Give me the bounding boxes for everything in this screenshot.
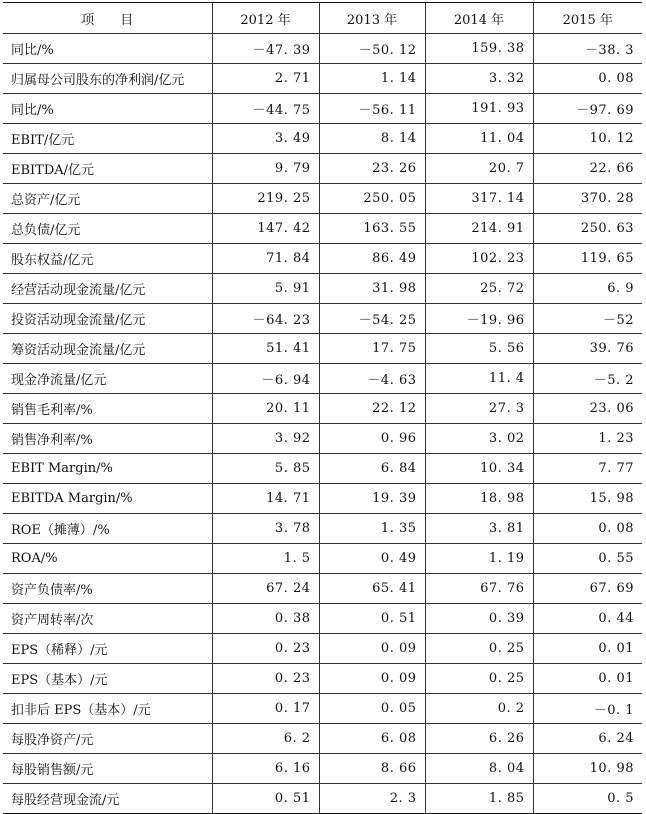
value-cell: 15. 98	[533, 484, 642, 514]
value-cell: 8. 14	[319, 124, 425, 154]
row-label-cell: EBITDA Margin/%	[3, 484, 212, 514]
row-label-cell: 现金净流量/亿元	[3, 364, 212, 394]
value-cell: 0. 2	[425, 694, 533, 724]
row-label-cell: 归属母公司股东的净利润/亿元	[3, 64, 212, 94]
value-cell: 159. 38	[425, 34, 533, 64]
value-cell: 0. 01	[533, 634, 642, 664]
row-label-cell: EPS（稀释）/元	[3, 634, 212, 664]
value-cell: 0. 49	[319, 544, 425, 574]
value-cell: 102. 23	[425, 244, 533, 274]
row-label-cell: 经营活动现金流量/亿元	[3, 274, 212, 304]
value-cell: 6. 26	[425, 724, 533, 754]
value-cell: 317. 14	[425, 184, 533, 214]
value-cell: －4. 63	[319, 364, 425, 394]
value-cell: 5. 85	[212, 454, 319, 484]
value-cell: 19. 39	[319, 484, 425, 514]
value-cell: 370. 28	[533, 184, 642, 214]
table-row	[3, 94, 642, 124]
value-cell: 31. 98	[319, 274, 425, 304]
value-cell: 86. 49	[319, 244, 425, 274]
row-label-cell: 筹资活动现金流量/亿元	[3, 334, 212, 364]
value-cell: 23. 06	[533, 394, 642, 424]
table-row	[3, 364, 642, 394]
table-row	[3, 754, 642, 784]
value-cell: 3. 78	[212, 514, 319, 544]
table-row	[3, 184, 642, 214]
value-cell: 18. 98	[425, 484, 533, 514]
value-cell: 1. 5	[212, 544, 319, 574]
value-cell: 6. 2	[212, 724, 319, 754]
value-cell: 8. 04	[425, 754, 533, 784]
row-label-cell: 同比/%	[3, 34, 212, 64]
header-year-2014: 2014 年	[425, 3, 533, 34]
value-cell: 20. 11	[212, 394, 319, 424]
row-label-cell: 股东权益/亿元	[3, 244, 212, 274]
header-row	[3, 3, 642, 34]
value-cell: 22. 66	[533, 154, 642, 184]
table-row	[3, 784, 642, 814]
value-cell: －56. 11	[319, 94, 425, 124]
row-label-cell: 每股经营现金流/元	[3, 784, 212, 814]
table-row	[3, 544, 642, 574]
value-cell: 0. 38	[212, 604, 319, 634]
value-cell: 0. 39	[425, 604, 533, 634]
row-label-cell: 扣非后 EPS（基本）/元	[3, 694, 212, 724]
value-cell: 10. 34	[425, 454, 533, 484]
value-cell: 8. 66	[319, 754, 425, 784]
table-row	[3, 214, 642, 244]
value-cell: 5. 56	[425, 334, 533, 364]
financial-table-container	[3, 2, 642, 814]
value-cell: 1. 23	[533, 424, 642, 454]
value-cell: 3. 32	[425, 64, 533, 94]
value-cell: 6. 24	[533, 724, 642, 754]
table-row	[3, 724, 642, 754]
row-label-cell: ROA/%	[3, 544, 212, 574]
value-cell: 67. 69	[533, 574, 642, 604]
row-label-cell: 总负债/亿元	[3, 214, 212, 244]
value-cell: 6. 08	[319, 724, 425, 754]
table-row	[3, 484, 642, 514]
value-cell: 0. 01	[533, 664, 642, 694]
value-cell: 23. 26	[319, 154, 425, 184]
value-cell: 11. 04	[425, 124, 533, 154]
value-cell: 11. 4	[425, 364, 533, 394]
value-cell: 1. 19	[425, 544, 533, 574]
value-cell: 27. 3	[425, 394, 533, 424]
value-cell: 0. 05	[319, 694, 425, 724]
table-row	[3, 304, 642, 334]
value-cell: －0. 1	[533, 694, 642, 724]
value-cell: －19. 96	[425, 304, 533, 334]
financial-indicators-table	[3, 2, 642, 814]
value-cell: 39. 76	[533, 334, 642, 364]
value-cell: 3. 49	[212, 124, 319, 154]
value-cell: 3. 92	[212, 424, 319, 454]
value-cell: 25. 72	[425, 274, 533, 304]
value-cell: 65. 41	[319, 574, 425, 604]
value-cell: 10. 98	[533, 754, 642, 784]
value-cell: 219. 25	[212, 184, 319, 214]
value-cell: 51. 41	[212, 334, 319, 364]
value-cell: 22. 12	[319, 394, 425, 424]
row-label-cell: 销售毛利率/%	[3, 394, 212, 424]
table-row	[3, 154, 642, 184]
header-year-2015: 2015 年	[533, 3, 642, 34]
value-cell: 6. 16	[212, 754, 319, 784]
table-body	[3, 34, 642, 814]
value-cell: 10. 12	[533, 124, 642, 154]
value-cell: －5. 2	[533, 364, 642, 394]
table-row	[3, 604, 642, 634]
table-row	[3, 274, 642, 304]
value-cell: 0. 08	[533, 64, 642, 94]
value-cell: 1. 14	[319, 64, 425, 94]
row-label-cell: 投资活动现金流量/亿元	[3, 304, 212, 334]
value-cell: 0. 25	[425, 664, 533, 694]
row-label-cell: EBIT/亿元	[3, 124, 212, 154]
value-cell: 0. 51	[212, 784, 319, 814]
value-cell: 1. 85	[425, 784, 533, 814]
value-cell: 0. 44	[533, 604, 642, 634]
row-label-cell: 资产周转率/次	[3, 604, 212, 634]
table-row	[3, 664, 642, 694]
table-row	[3, 634, 642, 664]
value-cell: 119. 65	[533, 244, 642, 274]
value-cell: 0. 09	[319, 634, 425, 664]
table-row	[3, 694, 642, 724]
value-cell: 0. 09	[319, 664, 425, 694]
value-cell: 0. 23	[212, 664, 319, 694]
table-row	[3, 574, 642, 604]
table-row	[3, 394, 642, 424]
value-cell: －38. 3	[533, 34, 642, 64]
row-label-cell: 每股净资产/元	[3, 724, 212, 754]
value-cell: 2. 71	[212, 64, 319, 94]
value-cell: 0. 55	[533, 544, 642, 574]
value-cell: －50. 12	[319, 34, 425, 64]
value-cell: 0. 23	[212, 634, 319, 664]
table-row	[3, 34, 642, 64]
value-cell: 163. 55	[319, 214, 425, 244]
value-cell: 0. 5	[533, 784, 642, 814]
value-cell: 6. 84	[319, 454, 425, 484]
value-cell: 3. 81	[425, 514, 533, 544]
value-cell: －44. 75	[212, 94, 319, 124]
row-label-cell: EBIT Margin/%	[3, 454, 212, 484]
table-row	[3, 124, 642, 154]
row-label-cell: EPS（基本）/元	[3, 664, 212, 694]
value-cell: 1. 35	[319, 514, 425, 544]
row-label-cell: ROE（摊薄）/%	[3, 514, 212, 544]
value-cell: 214. 91	[425, 214, 533, 244]
value-cell: 71. 84	[212, 244, 319, 274]
row-label-cell: 销售净利率/%	[3, 424, 212, 454]
value-cell: 17. 75	[319, 334, 425, 364]
table-row	[3, 454, 642, 484]
value-cell: －47. 39	[212, 34, 319, 64]
header-year-2012: 2012 年	[212, 3, 319, 34]
row-label-cell: 资产负债率/%	[3, 574, 212, 604]
value-cell: 14. 71	[212, 484, 319, 514]
header-item: 项 目	[3, 3, 212, 34]
row-label-cell: 每股销售额/元	[3, 754, 212, 784]
value-cell: －64. 23	[212, 304, 319, 334]
value-cell: 2. 3	[319, 784, 425, 814]
value-cell: 147. 42	[212, 214, 319, 244]
value-cell: －97. 69	[533, 94, 642, 124]
row-label-cell: 同比/%	[3, 94, 212, 124]
value-cell: 0. 25	[425, 634, 533, 664]
value-cell: －54. 25	[319, 304, 425, 334]
header-year-2013: 2013 年	[319, 3, 425, 34]
value-cell: 3. 02	[425, 424, 533, 454]
value-cell: 0. 96	[319, 424, 425, 454]
row-label-cell: EBITDA/亿元	[3, 154, 212, 184]
value-cell: 67. 24	[212, 574, 319, 604]
table-row	[3, 424, 642, 454]
value-cell: 7. 77	[533, 454, 642, 484]
value-cell: 191. 93	[425, 94, 533, 124]
table-row	[3, 244, 642, 274]
value-cell: 9. 79	[212, 154, 319, 184]
value-cell: 0. 51	[319, 604, 425, 634]
value-cell: 6. 9	[533, 274, 642, 304]
table-header	[3, 3, 642, 34]
value-cell: 5. 91	[212, 274, 319, 304]
value-cell: 20. 7	[425, 154, 533, 184]
value-cell: 0. 17	[212, 694, 319, 724]
value-cell: 250. 63	[533, 214, 642, 244]
value-cell: 250. 05	[319, 184, 425, 214]
table-row	[3, 334, 642, 364]
value-cell: 0. 08	[533, 514, 642, 544]
table-row	[3, 514, 642, 544]
row-label-cell: 总资产/亿元	[3, 184, 212, 214]
value-cell: －52	[533, 304, 642, 334]
value-cell: 67. 76	[425, 574, 533, 604]
value-cell: －6. 94	[212, 364, 319, 394]
table-row	[3, 64, 642, 94]
